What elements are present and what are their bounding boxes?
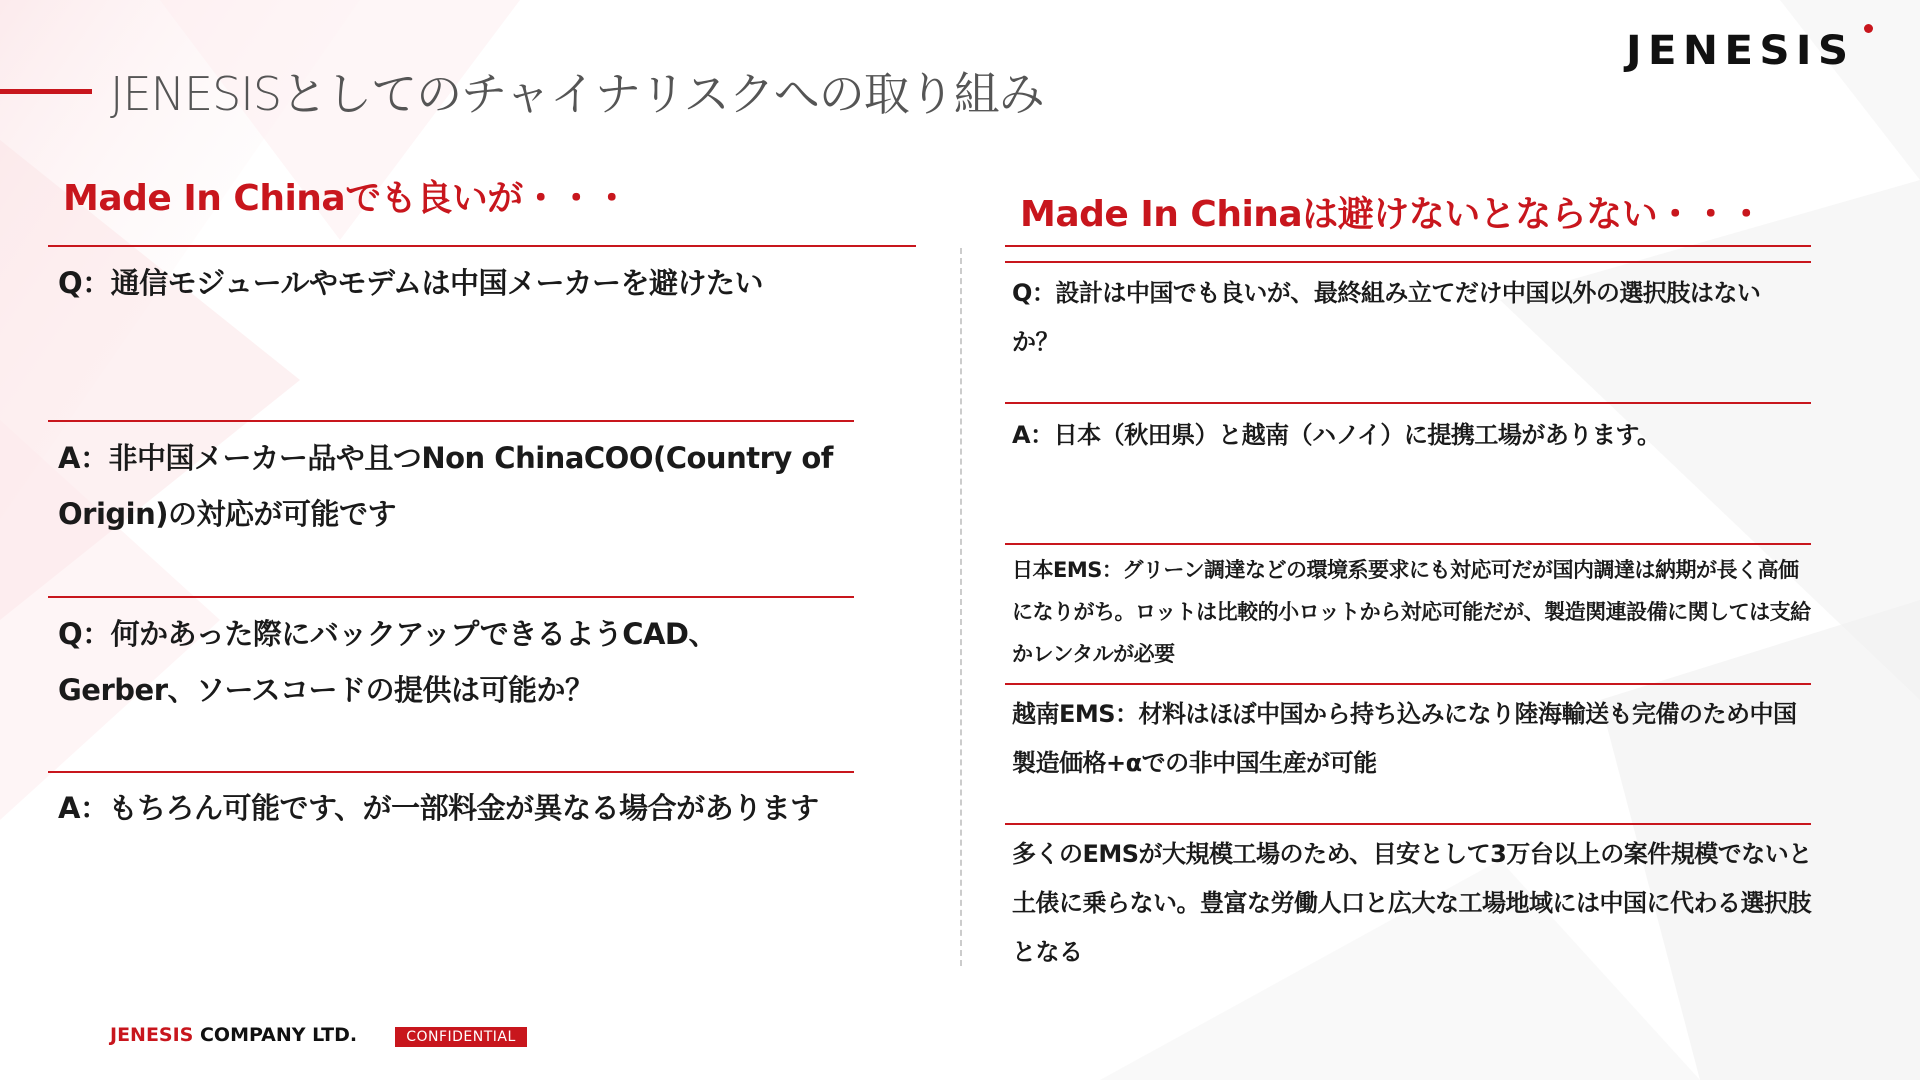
slide-title: JENESISとしてのチャイナリスクへの取り組み: [110, 67, 1044, 121]
right-rule-1: [1005, 402, 1811, 404]
footer-brand: JENESIS: [110, 1024, 194, 1046]
footer-company: [110, 1024, 357, 1046]
left-heading-rule: [48, 245, 916, 247]
right-summary: 多くのEMSが大規模工場のため、目安として3万台以上の案件規模でないと土俵に乗らない。豊富な労働人口と広大な工場地域には中国に代わる選択肢となる: [1012, 840, 1812, 966]
right-heading-rule-top: [1005, 245, 1811, 247]
left-rule-1: [48, 420, 854, 422]
right-rule-4: [1005, 823, 1811, 825]
right-heading: Made In Chinaは避けないとならない・・・: [1020, 194, 1764, 235]
logo-text: JENESIS: [1626, 28, 1855, 74]
left-rule-3: [48, 771, 854, 773]
right-a1: A：日本（秋田県）と越南（ハノイ）に提携工場があります。: [1012, 421, 1661, 449]
right-rule-3: [1005, 683, 1811, 685]
jenesis-logo: [1626, 28, 1878, 76]
left-a2: A：もちろん可能です、が一部料金が異なる場合があります: [58, 791, 819, 825]
right-q1: Q：設計は中国でも良いが、最終組み立てだけ中国以外の選択肢はないか？: [1012, 279, 1761, 356]
left-heading: Made In Chinaでも良いが・・・: [63, 178, 630, 219]
left-q2: Q：何かあった際にバックアップできるようCAD、Gerber、ソースコードの提供は可能か？: [58, 617, 718, 707]
right-rule-2: [1005, 543, 1811, 545]
left-q1: Q：通信モジュールやモデムは中国メーカーを避けたい: [58, 266, 763, 300]
footer-company-rest: COMPANY LTD.: [193, 1024, 358, 1046]
logo-dot-icon: [1864, 24, 1873, 33]
column-divider: [960, 248, 962, 966]
right-heading-rule: [1005, 261, 1811, 263]
left-rule-2: [48, 596, 854, 598]
right-ems-vietnam: 越南EMS：材料はほぼ中国から持ち込みになり陸海輸送も完備のため中国製造価格+αでの非中国生産が可能: [1012, 700, 1797, 777]
confidential-badge: CONFIDENTIAL: [395, 1027, 527, 1047]
left-a1: A：非中国メーカー品や且つNon ChinaCOO(Country of Origin)の対応が可能です: [58, 441, 833, 531]
right-ems-japan: 日本EMS：グリーン調達などの環境系要求にも対応可だが国内調達は納期が長く高価になりがち。ロットは比較的小ロットから対応可能だが、製造関連設備に関しては支給かレンタルが必要: [1012, 558, 1811, 666]
title-accent-bar: [0, 89, 92, 94]
